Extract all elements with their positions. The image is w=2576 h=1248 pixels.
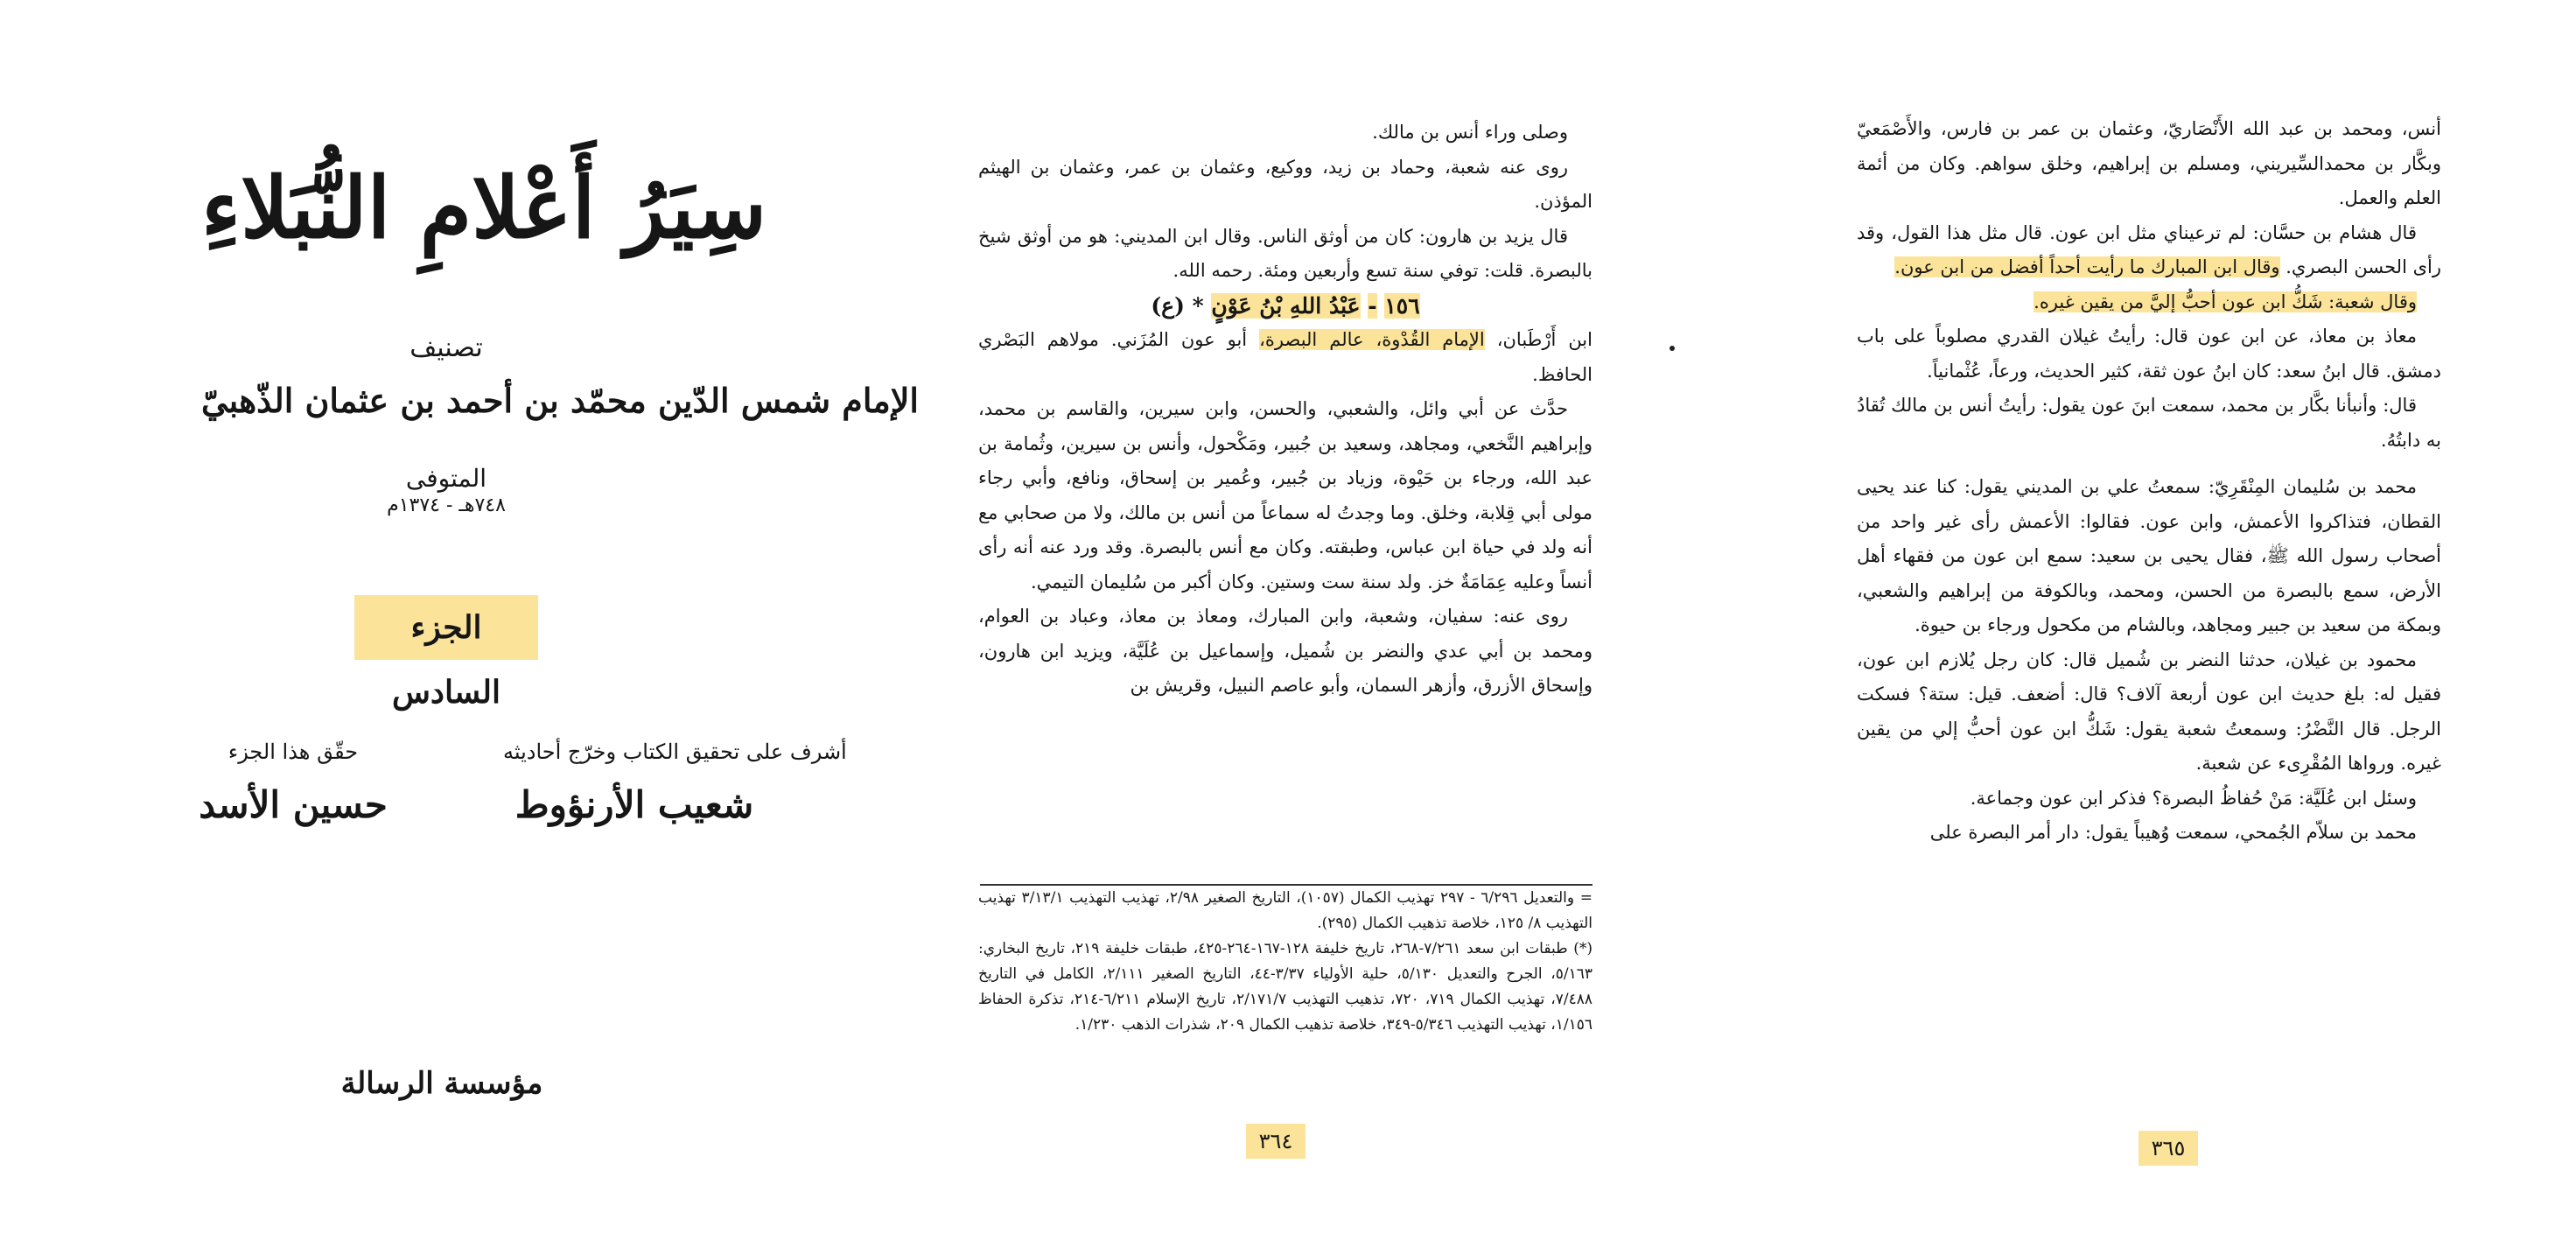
text-paragraph: أنس، ومحمد بن عبد الله الأَنْصَاريّ، وعثمان بن عمر بن فارس، والأَصْمَعيّ وبكَّار بن محمدالسِّيريني، ومسلم بن إبراهيم، وخلق سواهم. وكان من أئمة العلم والعمل. (1857, 118, 2441, 208)
compiled-by-label: تصنيف (410, 333, 483, 363)
text-span: ابن أَرْطَبان، (1496, 329, 1592, 350)
highlighted-text: وقال شعبة: شَكُّ ابن عون أحبُّ إليَّ من يقين غيره. (2034, 291, 2417, 312)
title-page (0, 0, 919, 1248)
text-span: قال هشام بن حسَّان: لم ترعيناي مثل ابن عون. قال مثل هذا القول، وقد رأى الحسن البصري. (1857, 221, 2441, 277)
text-paragraph: محمد بن سلاّم الجُمحي، سمعت وُهيباً يقول: دار أمر البصرة على (1929, 822, 2417, 843)
entry-name: عَبْدُ اللهِ بْنُ عَوْنٍ (1211, 292, 1361, 319)
editor-name: حسين الأسد (199, 783, 388, 826)
biography-heading (978, 289, 1592, 324)
book-title: سِيَرُ أَعْلامِ النُّبَلاءِ (201, 158, 767, 257)
page-364-body (978, 116, 1592, 704)
text-paragraph: روى عنه شعبة، وحماد بن زيد، ووكيع، وعثمان بن عمر، وعثمان بن الهيثم المؤذن. (978, 156, 1592, 212)
text-span: أبو عون المُزَني. مولاهم البَصْري الحافظ. (978, 329, 1592, 385)
text-paragraph: محمود بن غيلان، حدثنا النضر بن شُميل قال: كان رجل يُلازم ابن عون، فقيل له: بلغ حديث ابن عون أربعة آلاف؟ قال: أضعف. قيل: ستة؟ فسكت الرجل. قال النَّضْرُ: وسمعتُ شعبة يقول: شَكُّ ابن عون أحبُّ إلي من يقين غيره. ورواها المُقْرِىء عن شعبة. (1857, 649, 2441, 774)
text-paragraph: وسئل ابن عُلَيَّة: مَنْ حُفاظُ البصرة؟ فذكر ابن عون وجماعة. (1970, 787, 2417, 809)
text-paragraph (978, 323, 1592, 392)
footnote: = والتعديل ٦/٢٩٦ - ٢٩٧ تهذيب الكمال (١٠٥٧)، التاريخ الصغير ٢/٩٨، تهذيب التهذيب ٣/١٣/١ تهذيب التهذيب ٨/ ١٢٥، خلاصة تذهيب الكمال (٢٩٥). (978, 889, 1592, 932)
text-paragraph: محمد بن سُليمان المِنْقَرِيّ: سمعتُ علي بن المديني يقول: كنا عند يحيى القطان، فتذاكروا الأعمش، وابن عون. فقالوا: الأعمش رأى غير واحد من أصحاب رسول الله ﷺ، فقال يحيى بن سعيد: سمع ابن عون من فقهاء أهل الأرض، سمع بالبصرة من الحسن، ومحمد، وبالكوفة من إبراهيم والشعبي، وبمكة من سعيد بن جبير ومجاهد، وبالشام من مكحول ورجاء بن حيوة. (1857, 476, 2441, 635)
entry-number: ١٥٦ (1384, 292, 1420, 319)
text-paragraph (1857, 216, 2441, 285)
death-dates: ٧٤٨هـ - ١٣٧٤م (387, 494, 506, 516)
entry-marker: * (ع) (1151, 292, 1204, 319)
publisher-logo-text: مؤسسة الرسالة (340, 1066, 543, 1101)
text-paragraph: روى عنه: سفيان، وشعبة، وابن المبارك، ومعاذ بن معاذ، وعباد بن العوام، ومحمد بن أبي عدي والنضر بن شُميل، وإسماعيل بن عُلَيَّة، ويزيد ابن هارون، وإسحاق الأزرق، وأزهر السمان، وأبو عاصم النبيل، وقريش بن (978, 606, 1592, 696)
highlighted-text: الإمام القُدْوة، عالم البصرة، (1259, 329, 1485, 350)
footnote: (*) طبقات ابن سعد ٧/٢٦١-٢٦٨، تاريخ خليفة ١٢٨-١٦٧-٢٦٤-٤٢٥، طبقات خليفة ٢١٩، تاريخ البخاري: ٥/١٦٣، الجرح والتعديل ٥/١٣٠، حلية الأولياء ٣/٣٧-٤٤، التاريخ الصغير ٢/١١١، الكامل في التاريخ ٧/٤٨٨، تهذيب الكمال ٧١٩، ٧٢٠، تذهيب التهذيب ٢/١٧١/٧، تاريخ الإسلام ٦/٢١١-٢١٤، تذكرة الحفاظ ١/١٥٦، تهذيب التهذيب ٥/٣٤٦-٣٤٩، خلاصة تذهيب الكمال ٢٠٩، شذرات الذهب ١/٢٣٠. (978, 940, 1593, 1034)
bullet-dot (1670, 346, 1675, 351)
page-number-365: ٣٦٥ (2138, 1131, 2198, 1166)
footnotes (978, 886, 1592, 1038)
text-line: وصلى وراء أنس بن مالك. (1372, 122, 1568, 143)
page-number-364: ٣٦٤ (1246, 1124, 1306, 1159)
supervisor-label: أشرف على تحقيق الكتاب وخرّج أحاديثه (503, 740, 847, 764)
text-paragraph: قال يزيد بن هارون: كان من أوثق الناس. وقال ابن المديني: هو من أوثق شيخ بالبصرة. قلت: توفي سنة تسع وأربعين ومئة. رحمه الله. (978, 225, 1592, 281)
volume-label: الجزء السادس (354, 595, 538, 660)
editor-label: حقّق هذا الجزء (228, 740, 359, 764)
entry-dash: - (1368, 292, 1377, 319)
page-365-body (1857, 112, 2441, 851)
text-paragraph (1857, 285, 2441, 320)
highlighted-text: وقال ابن المبارك ما رأيت أحداً أفضل من ابن عون. (1894, 256, 2280, 277)
text-paragraph: قال: وأنبأنا بكَّار بن محمد، سمعت ابنَ عون يقول: رأيتُ أنس بن مالك تُقادُ به دابتُهُ. (1857, 395, 2441, 451)
supervisor-name: شعيب الأرنؤوط (514, 783, 754, 826)
text-paragraph: معاذ بن معاذ، عن ابن عون قال: رأيتُ غيلان القدري مصلوباً على باب دمشق. قال ابنُ سعد: كان ابنُ عون ثقة، كثير الحديث، ورعاً، عُثْمانياً. (1857, 326, 2441, 382)
author-name: الإمام شمس الدّين محمّد بن أحمد بن عثمان الذّهبيّ (201, 381, 919, 420)
text-paragraph: حدَّث عن أبي وائل، والشعبي، والحسن، وابن سيرين، والقاسم بن محمد، وإبراهيم النَّخعي، ومجاهد، وسعيد بن جُبير، ومَكْحول، وأنس بن سيرين، وثُمامة بن عبد الله، ورجاء بن حَيْوة، وزياد بن جُبير، وعُمير بن إسحاق، ونافع، وأبي رجاء مولى أبي قِلابة، وخلق. وما وجدتُ له سماعاً من أنس بن مالك، ولا من صحابي مع أنه ولد في حياة ابن عباس، وطبقته. وكان مع أنس بالبصرة. وقد ورد عنه أنه رأى أنساً وعليه عِمَامَةٌ خز. ولد سنة ست وستين. وكان أكبر من سُليمان التيمي. (978, 398, 1592, 592)
died-label: المتوفى (405, 464, 487, 493)
